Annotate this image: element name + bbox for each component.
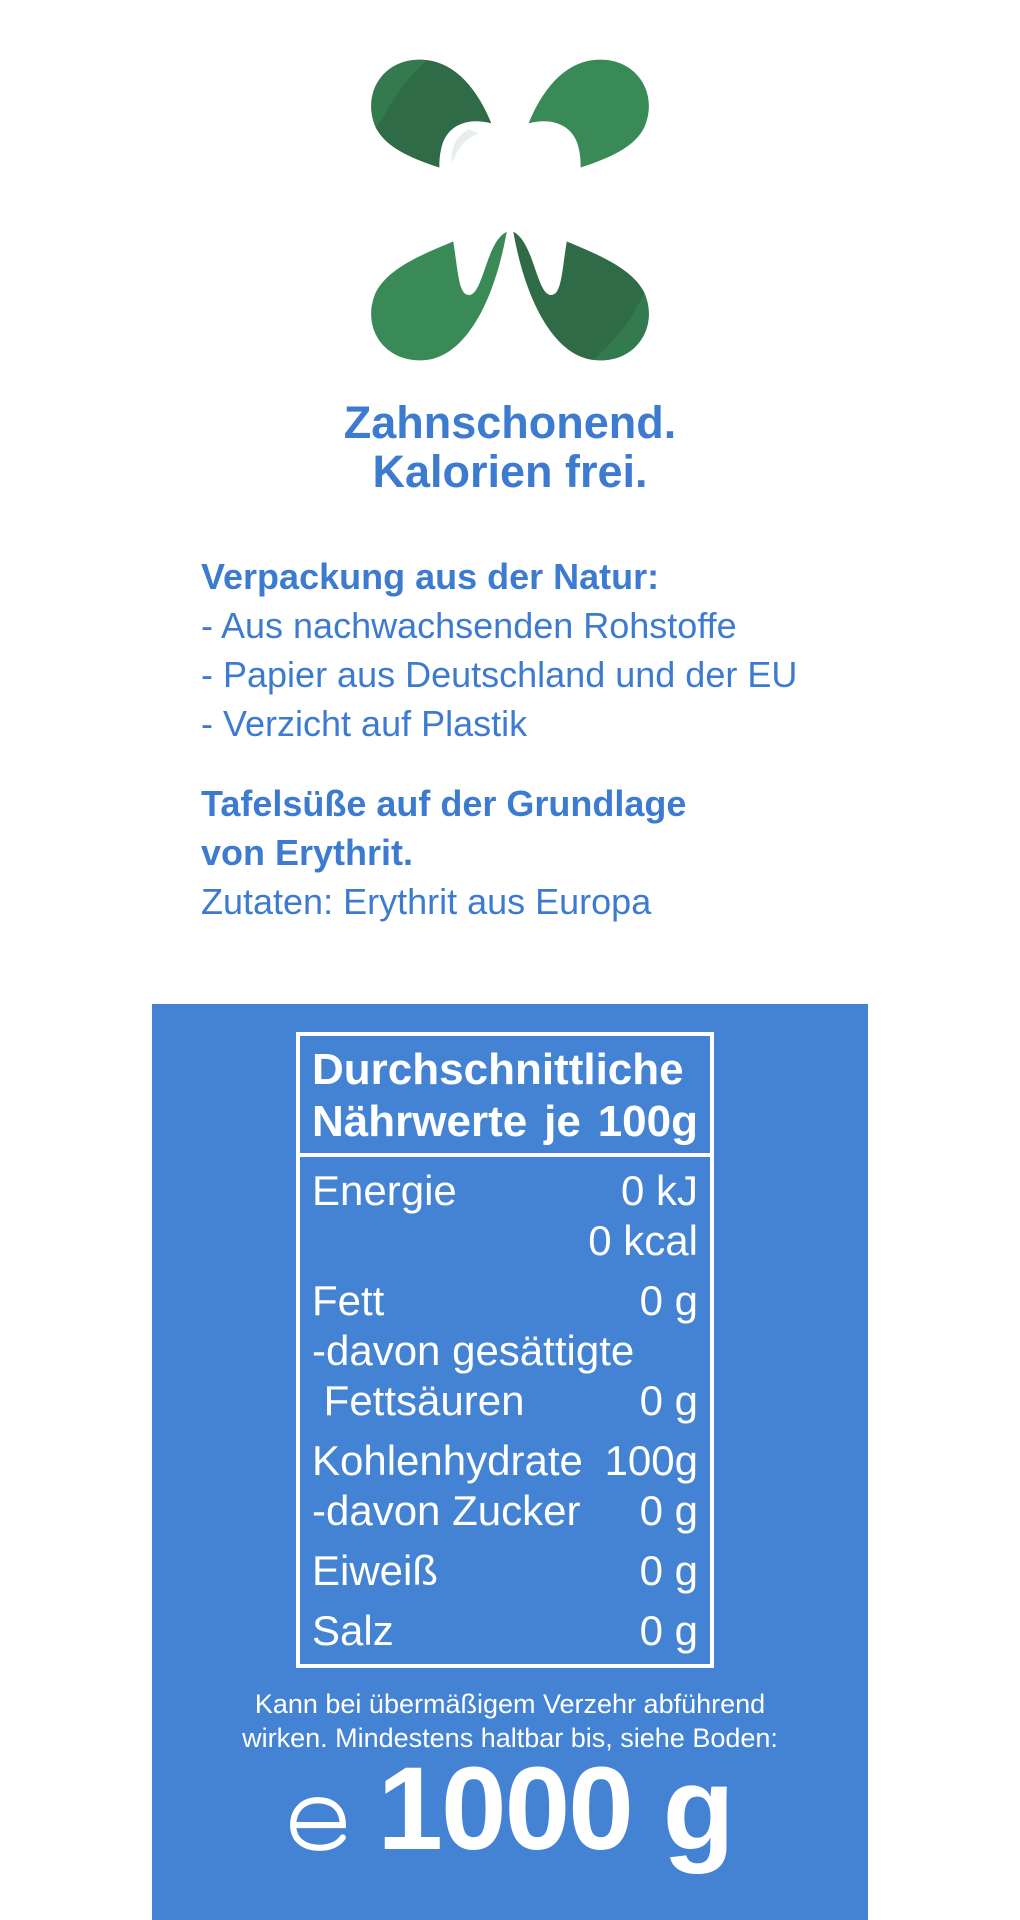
nutrition-header-word: Nährwerte (312, 1097, 528, 1146)
note-line-2: wirken. Mindestens haltbar bis, siehe Boden: (242, 1723, 778, 1753)
nutrition-label: Fett (312, 1277, 385, 1324)
nutrition-row-energy-kcal (312, 1216, 698, 1266)
nutrition-row-carbs (312, 1436, 698, 1486)
headline-line-1: Zahnschonend. (343, 397, 677, 448)
headline-line-2: Kalorien frei. (372, 446, 648, 497)
nutrition-label: Energie (312, 1167, 457, 1214)
nutrition-value: 0 kJ (620, 1167, 698, 1214)
packaging-item: - Aus nachwachsenden Rohstoffe (201, 605, 737, 646)
nutrition-table (296, 1032, 714, 1668)
ingredients-text: Zutaten: Erythrit aus Europa (201, 881, 652, 922)
nutrition-row-saturated (312, 1376, 698, 1426)
estimated-sign-icon (287, 1792, 349, 1854)
tooth-shape (439, 121, 580, 295)
note-line-1: Kann bei übermäßigem Verzehr abführend (254, 1689, 766, 1719)
packaging-title: Verpackung aus der Natur: (201, 556, 660, 597)
nutrition-value: 0 kcal (588, 1217, 698, 1264)
nutrition-label: -davon Zucker (312, 1487, 581, 1534)
sweetener-title-line-1: Tafelsüße auf der Grundlage (201, 783, 687, 824)
nutrition-row-protein (312, 1546, 698, 1596)
nutrition-value: 0 g (639, 1277, 698, 1324)
nutrition-header (300, 1036, 710, 1157)
headline (0, 398, 1020, 496)
nutrition-value: 0 g (639, 1607, 698, 1654)
sweetener-title-line-2: von Erythrit. (201, 832, 414, 873)
nutrition-row-fat (312, 1276, 698, 1326)
packaging-item: - Papier aus Deutschland und der EU (201, 654, 798, 695)
nutrition-rows (312, 1166, 698, 1656)
clover-tooth-icon (355, 55, 665, 365)
nutrition-label: Fettsäuren (312, 1377, 525, 1424)
nutrition-row-saturated-label (312, 1326, 698, 1376)
packaging-info (201, 552, 797, 748)
packaging-item: - Verzicht auf Plastik (201, 703, 528, 744)
net-weight (152, 1744, 868, 1874)
nutrition-header-word: 100g (597, 1097, 698, 1146)
nutrition-label: Salz (312, 1607, 394, 1654)
clover-tooth-logo (355, 55, 665, 365)
nutrition-panel (152, 1004, 868, 1920)
nutrition-row-energy (312, 1166, 698, 1216)
nutrition-row-sugar (312, 1486, 698, 1536)
nutrition-header-line-2 (312, 1096, 698, 1148)
nutrition-value: 0 g (639, 1487, 698, 1534)
nutrition-label: Eiweiß (312, 1547, 439, 1594)
sweetener-info (201, 779, 686, 926)
nutrition-header-word: je (544, 1097, 581, 1146)
nutrition-value: 100g (604, 1437, 698, 1484)
nutrition-label: -davon gesättigte (312, 1327, 635, 1374)
nutrition-row-salt (312, 1606, 698, 1656)
nutrition-value: 0 g (639, 1377, 698, 1424)
nutrition-header-line-1: Durchschnittliche (312, 1045, 684, 1094)
net-weight-value: 1000 g (377, 1743, 733, 1875)
nutrition-label: Kohlenhydrate (312, 1437, 583, 1484)
nutrition-value: 0 g (639, 1547, 698, 1594)
